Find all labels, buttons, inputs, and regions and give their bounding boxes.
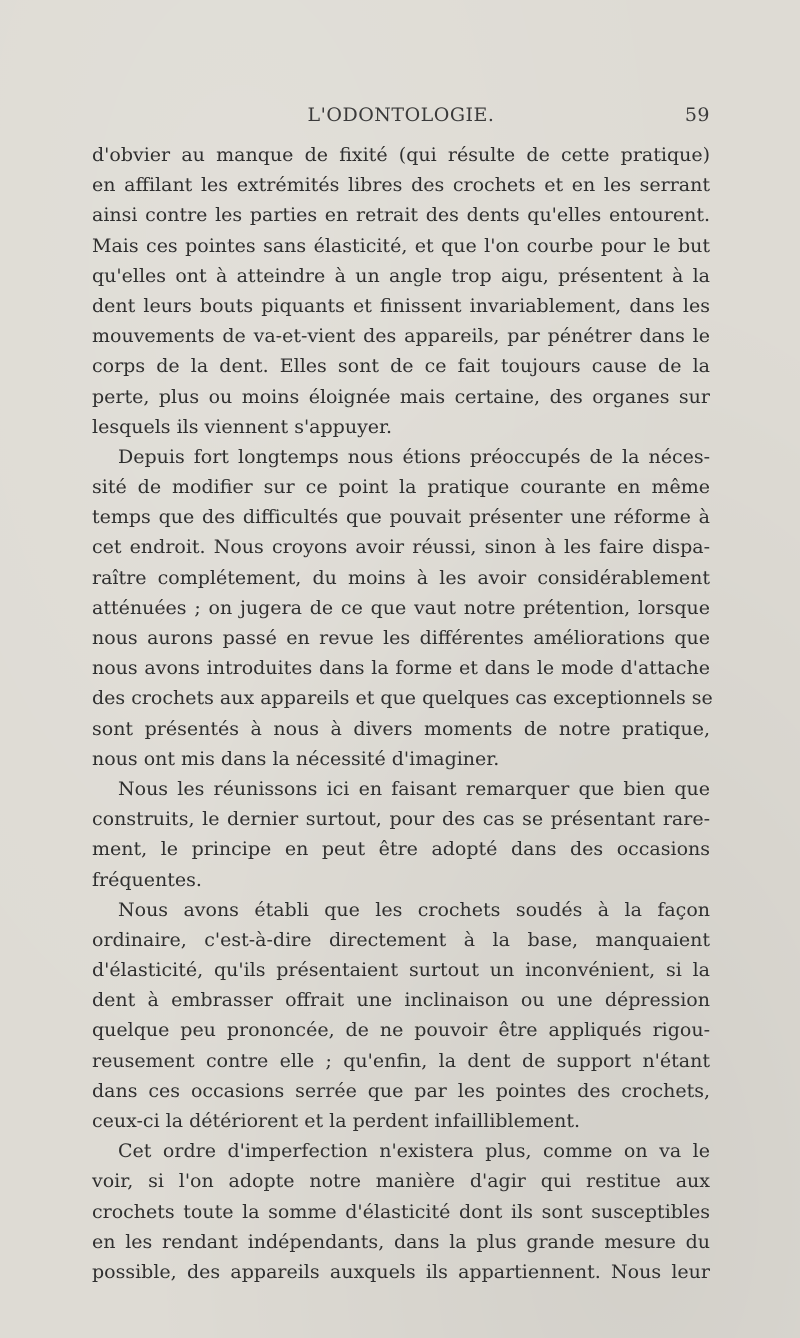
text-line: perte, plus ou moins éloignée mais certaine, des organes sur: [92, 385, 710, 408]
page-number: 59: [684, 104, 710, 126]
running-title: L'ODONTOLOGIE.: [307, 104, 495, 126]
text-line: temps que des difficultés que pouvait présenter une réforme à: [92, 506, 710, 529]
text-line: d'obvier au manque de fixité (qui résulte de cette pratique): [92, 144, 710, 166]
text-line: dent leurs bouts piquants et finissent invariablement, dans les: [92, 294, 710, 317]
text-line: nous ont mis dans la nécessité d'imaginer.: [92, 747, 500, 770]
paragraph-first-line: Nous avons établi que les crochets soudés à la façon: [118, 898, 710, 921]
text-line: quelque peu prononcée, de ne pouvoir être appliqués rigou-: [92, 1019, 710, 1042]
text-line: sont présentés à nous à divers moments de notre pratique,: [92, 717, 710, 740]
text-line: ceux-ci la détériorent et la perdent infailliblement.: [92, 1110, 581, 1132]
text-line: construits, le dernier surtout, pour des cas se présentant rare-: [92, 808, 710, 831]
text-line: corps de la dent. Elles sont de ce fait toujours cause de la: [92, 355, 710, 378]
text-line: lesquels ils viennent s'appuyer.: [92, 415, 393, 438]
text-line: nous avons introduites dans la forme et dans le mode d'attache: [92, 657, 710, 680]
text-line: crochets toute la somme d'élasticité dont ils sont susceptibles: [92, 1200, 710, 1223]
text-line: mouvements de va-et-vient des appareils, par pénétrer dans le: [92, 325, 710, 348]
text-line: dent à embrasser offrait une inclinaison ou une dépression: [92, 989, 710, 1012]
text-line: ainsi contre les parties en retrait des dents qu'elles entourent.: [92, 204, 710, 227]
text-line: qu'elles ont à atteindre à un angle trop aigu, présentent à la: [92, 264, 710, 287]
text-line: d'élasticité, qu'ils présentaient surtout un inconvénient, si la: [92, 959, 710, 982]
text-line: des crochets aux appareils et que quelques cas exceptionnels se: [92, 687, 713, 710]
text-line: nous aurons passé en revue les différentes améliorations que: [92, 627, 710, 649]
text-line: reusement contre elle ; qu'enfin, la dent de support n'étant: [92, 1049, 710, 1072]
text-line: raître complétement, du moins à les avoir considérablement: [92, 566, 710, 589]
text-line: voir, si l'on adopte notre manière d'agir qui restitue aux: [92, 1170, 710, 1193]
text-line: en les rendant indépendants, dans la plus grande mesure du: [92, 1230, 710, 1253]
text-line: cet endroit. Nous croyons avoir réussi, sinon à les faire dispa-: [92, 536, 710, 559]
text-line: sité de modifier sur ce point la pratique courante en même: [92, 476, 710, 499]
body-text: [92, 140, 713, 1287]
text-line: atténuées ; on jugera de ce que vaut notre prétention, lorsque: [92, 596, 710, 619]
text-line: ordinaire, c'est-à-dire directement à la base, manquaient: [92, 928, 710, 951]
paragraph-first-line: Cet ordre d'imperfection n'existera plus, comme on va le: [118, 1140, 710, 1163]
running-head: [92, 104, 710, 134]
text-line: fréquentes.: [92, 868, 202, 891]
text-line: possible, des appareils auxquels ils appartiennent. Nous leur: [92, 1260, 710, 1283]
text-line: dans ces occasions serrée que par les pointes des crochets,: [92, 1079, 710, 1102]
text-line: Mais ces pointes sans élasticité, et que l'on courbe pour le but: [92, 234, 710, 257]
paragraph-first-line: Nous les réunissons ici en faisant remarquer que bien que: [118, 777, 710, 800]
text-line: ment, le principe en peut être adopté dans des occasions: [92, 838, 710, 861]
text-line: en affilant les extrémités libres des crochets et en les serrant: [92, 174, 710, 197]
paragraph-first-line: Depuis fort longtemps nous étions préoccupés de la néces-: [118, 445, 710, 468]
